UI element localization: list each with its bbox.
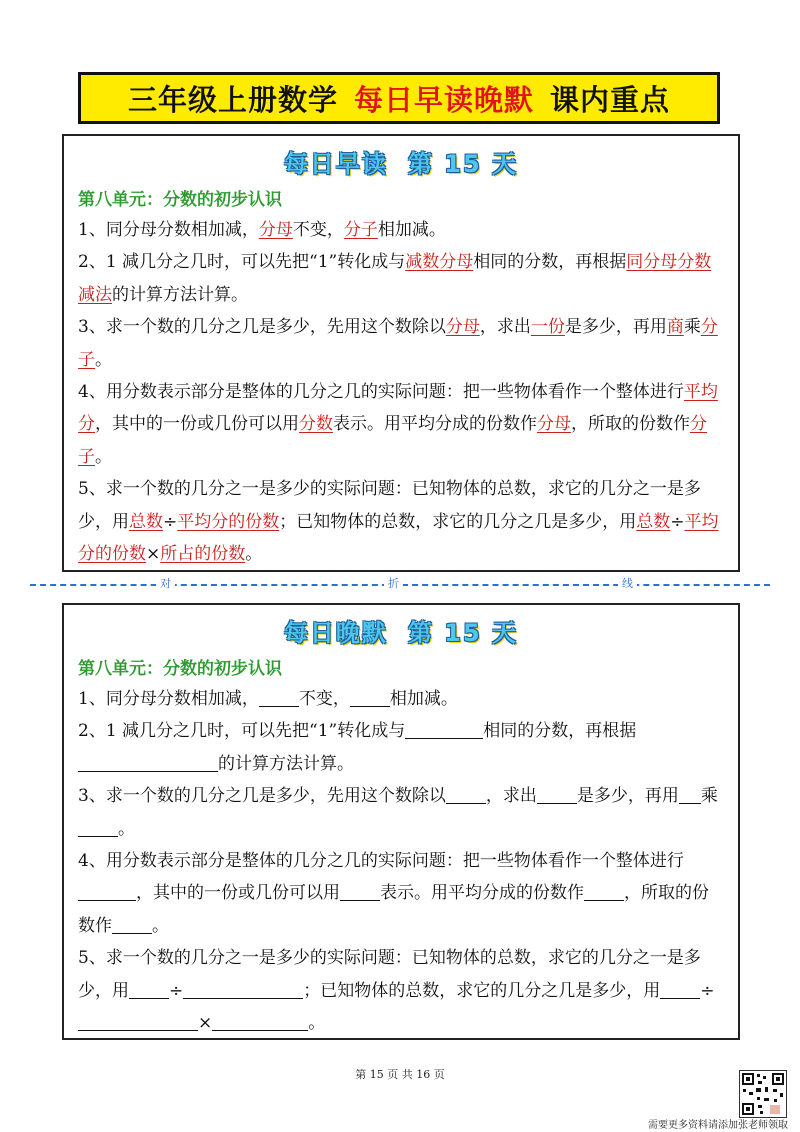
- key-term: 分母: [258, 220, 293, 240]
- banner-grade: 三年级上册数学: [127, 82, 338, 117]
- key-term: 平均分的份数: [177, 511, 280, 532]
- answer-blank[interactable]: [679, 785, 701, 804]
- key-term: 分子: [78, 414, 707, 467]
- key-term: 总数: [129, 511, 163, 532]
- key-term: 平均分的份数: [78, 511, 719, 565]
- answer-blank[interactable]: [660, 980, 700, 999]
- answer-blank[interactable]: [584, 882, 624, 901]
- morning-item-1: 1、同分母分数相加减，分母不变，分子相加减。: [78, 220, 446, 240]
- evening-dictation-box: [62, 603, 740, 1040]
- morning-reading-box: [62, 134, 740, 572]
- evening-item-5: 5、求一个数的几分之一是多少的实际问题：已知物体的总数，求它的几分之一是多少，用 ÷ ；已知物体的总数，求它的几分之几是多少，用 ÷× 。: [78, 948, 715, 1034]
- morning-items: [78, 214, 724, 570]
- evening-title-text: 每日晚默: [283, 619, 388, 647]
- evening-items: [78, 683, 724, 1039]
- fold-label-3: 线: [618, 575, 637, 591]
- answer-blank[interactable]: [350, 688, 390, 707]
- fold-label-1: 对: [156, 575, 175, 591]
- morning-item-5: 5、求一个数的几分之一是多少的实际问题：已知物体的总数，求它的几分之一是多少，用总数÷平均分的份数；已知物体的总数，求它的几分之几是多少，用总数÷平均分的份数×所占的份数。: [78, 479, 719, 565]
- key-term: 分子: [78, 317, 718, 370]
- evening-item-2: 2、1 减几分之几时，可以先把“1”转化成与 相同的分数，再根据的计算方法计算。: [78, 721, 637, 774]
- fold-label-2: 折: [384, 575, 403, 591]
- evening-item-3: 3、求一个数的几分之几是多少，先用这个数除以 ，求出 是多少，再用 乘。: [78, 786, 718, 839]
- key-term: 同分母分数减法: [78, 252, 712, 305]
- key-term: 分数: [299, 414, 333, 435]
- evening-day: 第 15 天: [407, 619, 519, 647]
- answer-blank[interactable]: [212, 1012, 308, 1031]
- answer-blank[interactable]: [78, 882, 136, 901]
- morning-title: [64, 144, 738, 179]
- banner-topic: 课内重点: [550, 82, 671, 117]
- key-term: 一份: [530, 317, 565, 338]
- morning-unit-heading: 第八单元：分数的初步认识: [78, 190, 282, 210]
- morning-item-3: 3、求一个数的几分之几是多少，先用这个数除以分母，求出一份是多少，再用商乘分子。: [78, 317, 718, 370]
- evening-unit-heading: 第八单元：分数的初步认识: [78, 659, 282, 679]
- banner-theme: 每日早读晚默: [353, 82, 534, 117]
- answer-blank[interactable]: [537, 785, 577, 804]
- evening-title: [64, 613, 738, 648]
- answer-blank[interactable]: [183, 980, 303, 999]
- answer-blank[interactable]: [78, 1012, 198, 1031]
- answer-blank[interactable]: [446, 785, 486, 804]
- answer-blank[interactable]: [129, 980, 169, 999]
- answer-blank[interactable]: [78, 818, 118, 837]
- page-number: 第 15 页 共 16 页: [355, 1068, 445, 1081]
- answer-blank[interactable]: [405, 720, 483, 739]
- morning-day: 第 15 天: [407, 150, 519, 178]
- footer-note: 需要更多资料请添加张老师领取: [648, 1120, 788, 1131]
- key-term: 分母: [445, 317, 480, 338]
- key-term: 分子: [343, 220, 378, 240]
- key-term: 分母: [537, 414, 571, 435]
- morning-item-4: 4、用分数表示部分是整体的几分之几的实际问题：把一些物体看作一个整体进行平均分，其中的一份或几份可以用分数表示。用平均分成的份数作分母，所取的份数作分子。: [78, 382, 718, 467]
- key-term: 商: [666, 317, 684, 338]
- answer-blank[interactable]: [259, 688, 299, 707]
- morning-item-2: 2、1 减几分之几时，可以先把“1”转化成与减数分母相同的分数，再根据同分母分数减法的计算方法计算。: [78, 252, 712, 305]
- key-term: 平均分: [78, 382, 718, 435]
- answer-blank[interactable]: [78, 753, 218, 772]
- answer-blank[interactable]: [112, 915, 152, 934]
- qr-code-icon: [739, 1070, 787, 1118]
- key-term: 减数分母: [405, 252, 474, 273]
- banner: [78, 72, 720, 124]
- key-term: 总数: [636, 511, 671, 532]
- answer-blank[interactable]: [340, 882, 380, 901]
- evening-item-1: 1、同分母分数相加减， 不变， 相加减。: [78, 689, 458, 709]
- key-term: 所占的份数: [160, 544, 246, 565]
- evening-item-4: 4、用分数表示部分是整体的几分之几的实际问题：把一些物体看作一个整体进行，其中的一份或几份可以用 表示。用平均分成的份数作 ，所取的份数作 。: [78, 851, 709, 936]
- morning-title-text: 每日早读: [283, 150, 388, 178]
